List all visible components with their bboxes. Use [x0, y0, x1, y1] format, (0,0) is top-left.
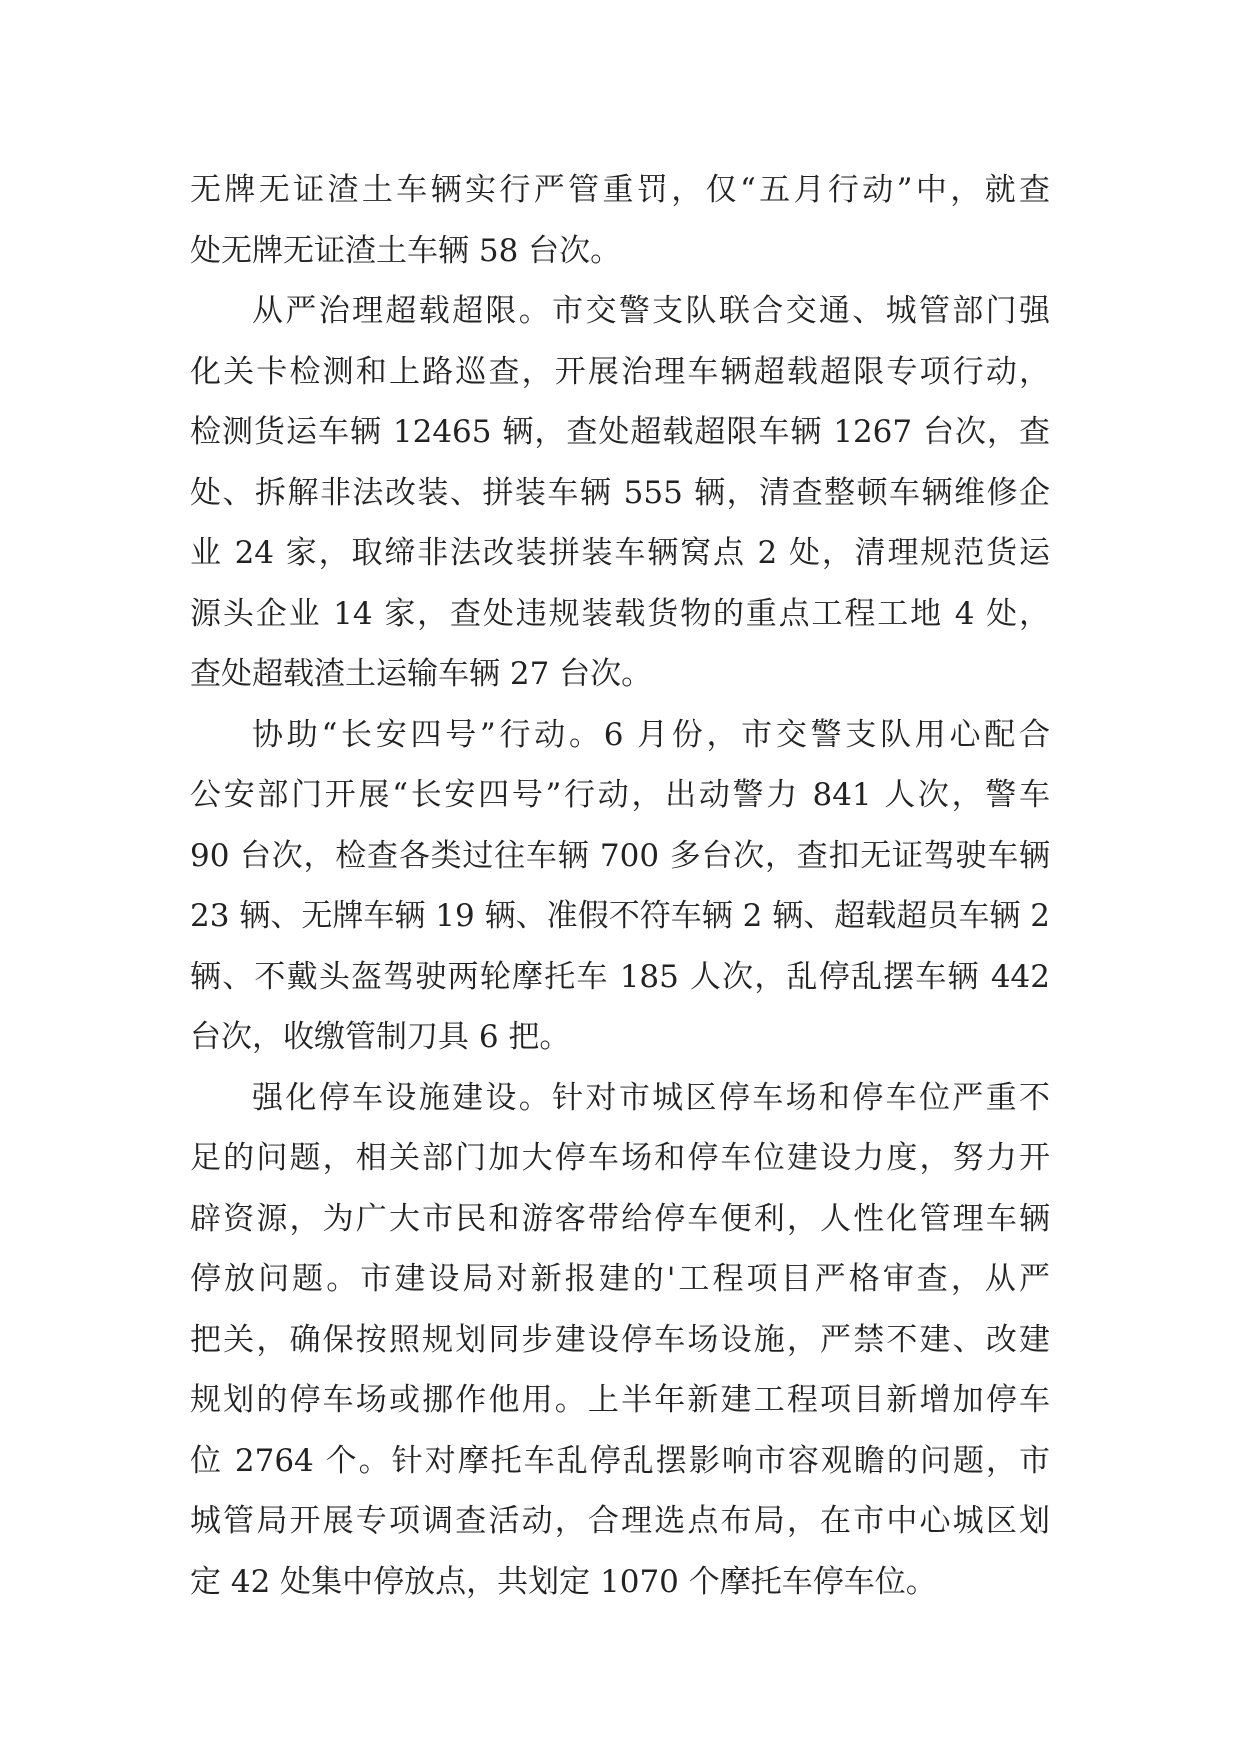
text-line: 化关卡检测和上路巡查，开展治理车辆超载超限专项行动， [190, 353, 1050, 390]
text-line: 公安部门开展“长安四号”行动，出动警力 841 人次，警车 [190, 777, 1050, 813]
text-line: 停放问题。市建设局对新报建的'工程项目严格审查，从严 [190, 1261, 1050, 1297]
text-line: 强化停车设施建设。针对市城区停车场和停车位严重不 [252, 1079, 1050, 1116]
text-line: 把关，确保按照规划同步建设停车场设施，严禁不建、改建 [190, 1321, 1050, 1358]
text-line: 90 台次，检查各类过往车辆 700 多台次，查扣无证驾驶车辆 [190, 837, 1050, 874]
text-line: 业 24 家，取缔非法改装拼装车辆窝点 2 处，清理规范货运 [190, 535, 1050, 571]
text-line: 检测货运车辆 12465 辆，查处超载超限车辆 1267 台次，查 [190, 414, 1050, 450]
text-line: 位 2764 个。针对摩托车乱停乱摆影响市容观瞻的问题，市 [190, 1442, 1050, 1479]
paragraph-4 [190, 1068, 1050, 1613]
text-line: 源头企业 14 家，查处违规装载货物的重点工程工地 4 处， [190, 595, 1050, 632]
text-line: 23 辆、无牌车辆 19 辆、准假不符车辆 2 辆、超载超员车辆 2 [190, 898, 1050, 934]
text-line: 协助“长安四号”行动。6 月份，市交警支队用心配合 [252, 716, 1050, 753]
text-line: 处、拆解非法改装、拼装车辆 555 辆，清查整顿车辆维修企 [190, 474, 1050, 511]
paragraph-3 [190, 705, 1050, 1068]
paragraph-2 [190, 281, 1050, 705]
text-line: 查处超载渣土运输车辆 27 台次。 [190, 656, 653, 692]
text-line: 辟资源，为广大市民和游客带给停车便利，人性化管理车辆 [190, 1200, 1050, 1237]
text-line: 规划的停车场或挪作他用。上半年新建工程项目新增加停车 [190, 1382, 1050, 1418]
text-line: 处无牌无证渣土车辆 58 台次。 [190, 232, 622, 269]
text-line: 无牌无证渣土车辆实行严管重罚，仅“五月行动”中，就查 [190, 172, 1050, 208]
paragraph-1 [190, 160, 1050, 281]
text-line: 台次，收缴管制刀具 6 把。 [190, 1019, 571, 1055]
text-line: 城管局开展专项调查活动，合理选点布局，在市中心城区划 [190, 1503, 1050, 1539]
text-line: 足的问题，相关部门加大停车场和停车位建设力度，努力开 [190, 1140, 1050, 1176]
text-line: 从严治理超载超限。市交警支队联合交通、城管部门强 [252, 293, 1050, 329]
text-line: 辆、不戴头盔驾驶两轮摩托车 185 人次，乱停乱摆车辆 442 [190, 958, 1050, 995]
body-text [190, 160, 1050, 1612]
text-line: 定 42 处集中停放点，共划定 1070 个摩托车停车位。 [190, 1563, 937, 1600]
